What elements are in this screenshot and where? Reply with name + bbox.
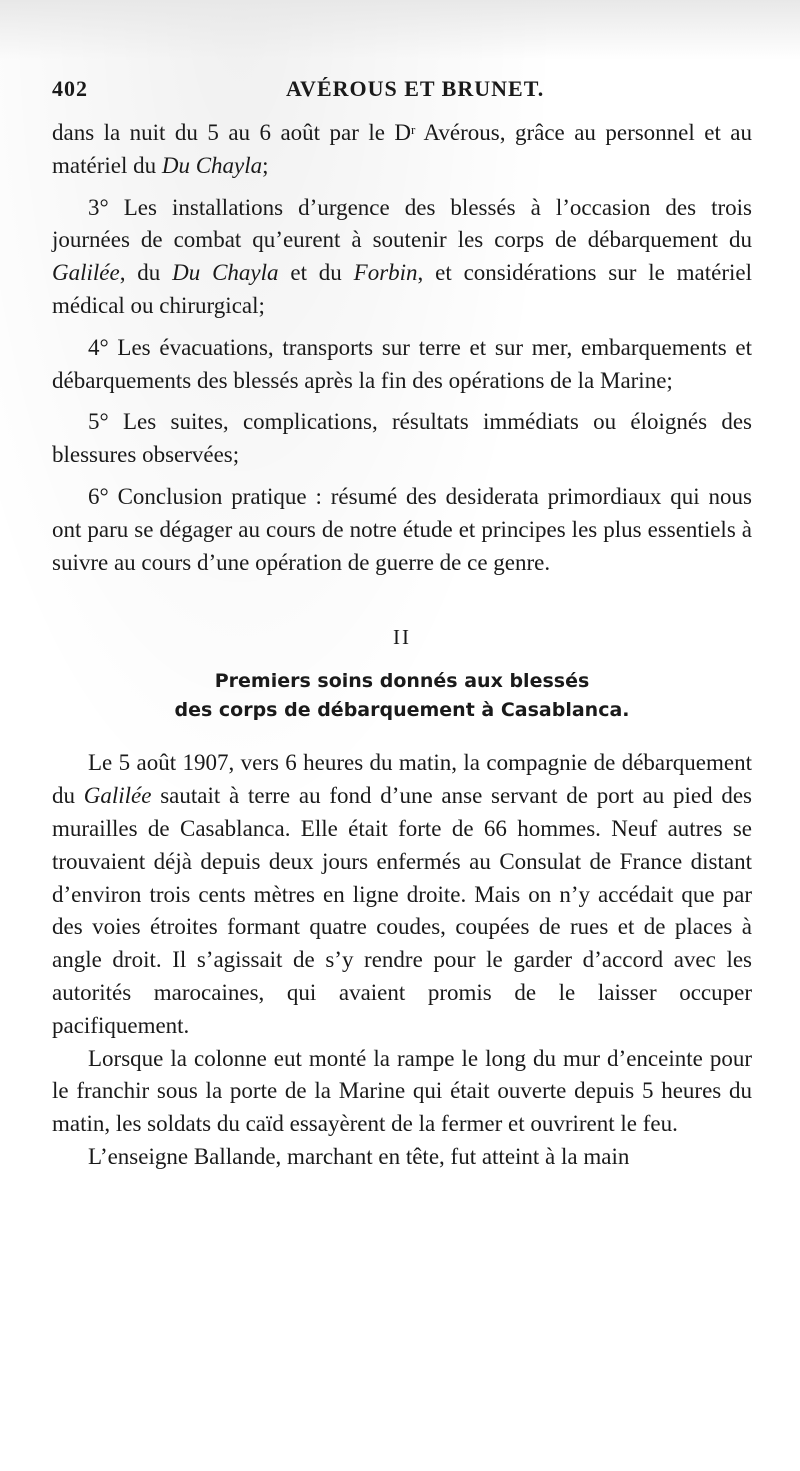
ship-name: Du Chayla — [161, 152, 263, 178]
list-item-6: 6° Conclusion pratique : résumé des desiderata primordiaux qui nous ont paru se dégager au cours de notre étude et principes les plus essentiels à suivre au cours d’une opération de guerre de ce genre. — [52, 483, 752, 575]
ship-name: Forbin — [353, 260, 418, 286]
section-title-line: des corps de débarquement à Casablanca. — [174, 699, 630, 722]
page-header — [52, 76, 752, 108]
section-number: II — [393, 625, 411, 650]
text-run: , du — [119, 260, 173, 286]
ship-name: Galilée — [83, 783, 152, 809]
text-run: , et considérations sur le matériel médical ou chirurgical; — [52, 260, 752, 318]
paragraph-continuation — [52, 117, 752, 183]
text-run: Le 5 août 1907, vers 6 heures du matin, la compagnie de débarquement du — [52, 750, 752, 809]
text-run: Avérous, grâce au personnel et au matériel du — [52, 120, 753, 178]
text-run: et du — [278, 260, 354, 286]
list-item-4: 4° Les évacuations, transports sur terre et sur mer, embarquements et débarquements des blessés après la fin des opérations de la Marine; — [52, 334, 752, 393]
text-run: dans la nuit du 5 au 6 août par le D — [52, 120, 411, 145]
scan-shadow — [0, 0, 800, 60]
ship-name: Du Chayla — [172, 260, 279, 286]
paragraph: L’enseigne Ballande, marchant en tête, fut atteint à la main — [88, 1143, 630, 1169]
ship-name: Galilée — [52, 260, 120, 286]
section-title — [52, 667, 752, 725]
text-run: sautait à terre au fond d’une anse servant de port au pied des murailles de Casablanca. Elle était forte de 66 hommes. Neuf autres se trouvaient déjà depuis deux jours enfermés au Consulat de France distant d’environ trois cents mètres en ligne droite. Mais on n’y accédait que par des voies étroites formant quatre coudes, coupées de rues et de places à angle droit. Il s’agissait de s’y rendre pour le garder d’accord avec les autorités marocaines, qui avaient promis de le laisser occuper pacifiquement. — [52, 783, 752, 1038]
running-head: AVÉROUS ET BRUNET. — [286, 76, 545, 101]
paragraph — [52, 747, 752, 1042]
list-item-5: 5° Les suites, complications, résultats immédiats ou éloignés des blessures observées; — [52, 409, 752, 468]
section-title-line: Premiers soins donnés aux blessés — [214, 670, 590, 693]
paragraph: Lorsque la colonne eut monté la rampe le long du mur d’enceinte pour le franchir sous la porte de la Marine qui était ouverte depuis 5 heures du matin, les soldats du caïd essayèrent de la fermer et ouvrirent le feu. — [52, 1045, 752, 1137]
list-item-3 — [52, 192, 752, 323]
superscript: r — [411, 122, 416, 137]
text-run: 3° Les installations d’urgence des blessés à l’occasion des trois journées de combat qu’eurent à soutenir les corps de débarquement du — [52, 194, 752, 253]
body-text — [52, 117, 752, 1174]
page-number: 402 — [52, 76, 88, 101]
text-run: ; — [262, 152, 269, 178]
